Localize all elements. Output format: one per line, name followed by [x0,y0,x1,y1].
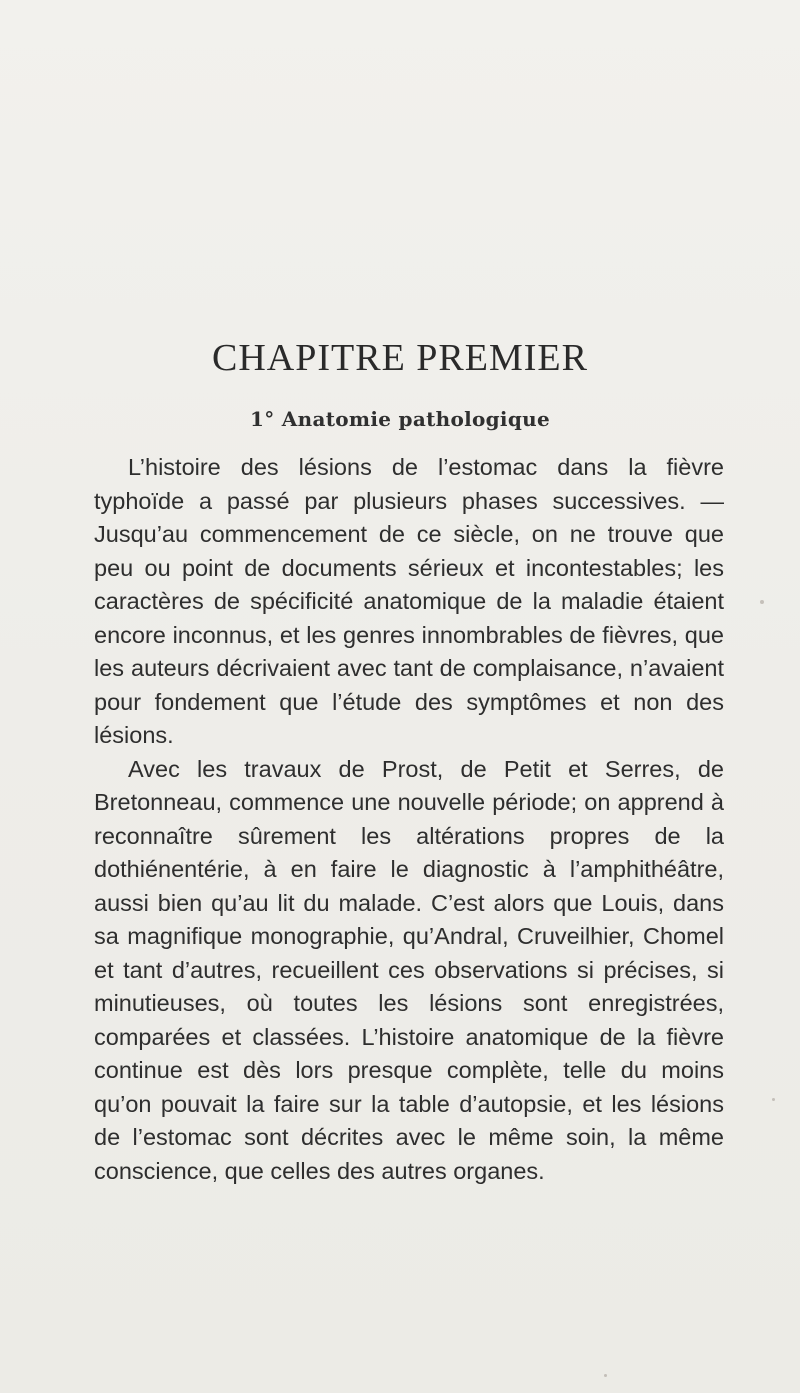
paragraph-2: Avec les travaux de Prost, de Petit et Serres, de Bretonneau, commence une nouvelle période; on apprend à reconnaître sûrement les altérations propres de la dothiénentérie, à en faire le diagnostic à l’amphithéâtre, aussi bien qu’au lit du malade. C’est alors que Louis, dans sa magnifique monographie, qu’Andral, Cruveilhier, Chomel et tant d’autres, recueillent ces observations si précises, si minutieuses, où toutes les lésions sont enregistrées, comparées et classées. L’histoire anatomique de la fièvre continue est dès lors presque complète, telle du moins qu’on pouvait la faire sur la table d’autopsie, et les lésions de l’estomac sont décrites avec le même soin, la même conscience, que celles des autres organes. [94,755,724,1184]
paper-speck [604,1374,607,1377]
paper-speck [772,1098,775,1101]
paper-speck [760,600,764,604]
chapter-title: CHAPITRE PREMIER [212,337,588,379]
paragraph-1: L’histoire des lésions de l’estomac dans la fièvre typhoïde a passé par plusieurs phases successives. — Jusqu’au commencement de ce siècle, on ne trouve que peu ou point de documents sérieux et incontestables; les caractères de spécificité anatomique de la maladie étaient encore inconnus, et les genres innombrables de fièvres, que les auteurs décrivaient avec tant de complaisance, n’avaient pour fondement que l’étude des symptômes et non des lésions. [94,454,724,748]
body-text [94,451,724,1188]
section-title: 1° Anatomie pathologique [250,407,550,431]
